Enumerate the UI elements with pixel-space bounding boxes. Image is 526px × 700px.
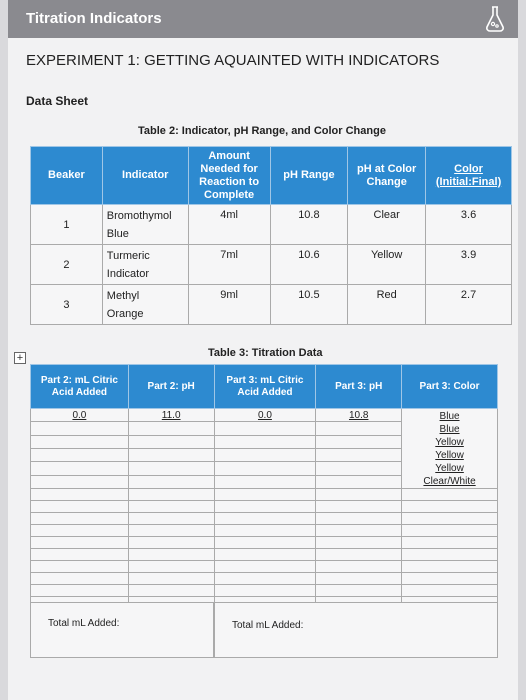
part2-ph-cell[interactable] xyxy=(128,585,214,597)
part3-ph-cell[interactable] xyxy=(316,573,402,585)
part3-ml-cell[interactable] xyxy=(214,448,316,461)
header-part3-ph: Part 3: pH xyxy=(316,365,402,409)
table-row xyxy=(31,573,498,585)
table-row xyxy=(31,561,498,573)
color-entry: Yellow xyxy=(435,463,464,474)
experiment-heading: EXPERIMENT 1: GETTING AQUAINTED WITH INDICATORS xyxy=(26,52,440,69)
part3-color-cell[interactable] xyxy=(402,549,498,561)
color-entry: Yellow xyxy=(435,437,464,448)
beaker-cell: 3 xyxy=(31,285,103,325)
table-row xyxy=(31,501,498,513)
part3-color-cell[interactable] xyxy=(402,573,498,585)
color-cell[interactable]: 3.6 xyxy=(426,205,512,245)
part2-ml-cell[interactable] xyxy=(31,448,129,461)
ph-change-cell[interactable]: Red xyxy=(348,285,426,325)
part3-color-cell[interactable] xyxy=(402,585,498,597)
part2-ph-cell[interactable]: 11.0 xyxy=(128,409,214,422)
part3-color-cell[interactable] xyxy=(402,409,498,489)
part2-ml-cell[interactable] xyxy=(31,475,129,488)
part3-ml-cell[interactable] xyxy=(214,537,316,549)
part2-ml-cell[interactable] xyxy=(31,422,129,435)
ph-range-cell[interactable]: 10.5 xyxy=(270,285,348,325)
table-row xyxy=(31,489,498,501)
part2-ml-cell[interactable] xyxy=(31,462,129,475)
part2-total-label: Total mL Added: xyxy=(48,618,120,629)
part3-ph-cell[interactable] xyxy=(316,525,402,537)
part3-ml-cell[interactable] xyxy=(214,422,316,435)
title-bar xyxy=(8,0,518,38)
part2-ph-cell[interactable] xyxy=(128,513,214,525)
part3-ml-cell[interactable] xyxy=(214,489,316,501)
indicator-cell[interactable]: Bromothymol Blue xyxy=(102,205,188,245)
part3-ml-cell[interactable] xyxy=(214,525,316,537)
part3-ph-cell[interactable] xyxy=(316,475,402,488)
header-ph-range: pH Range xyxy=(270,147,348,205)
table-row xyxy=(31,245,512,285)
color-entry: Blue xyxy=(439,411,460,422)
table-row xyxy=(31,513,498,525)
header-part2-ph: Part 2: pH xyxy=(128,365,214,409)
amount-cell[interactable]: 4ml xyxy=(188,205,270,245)
part3-ml-cell[interactable] xyxy=(214,573,316,585)
part3-ph-cell[interactable] xyxy=(316,537,402,549)
table2-caption: Table 2: Indicator, pH Range, and Color Change xyxy=(138,125,386,137)
color-entry: Clear/White xyxy=(423,476,476,487)
part3-ph-cell[interactable]: 10.8 xyxy=(316,409,402,422)
table-row xyxy=(31,285,512,325)
part3-ph-cell[interactable] xyxy=(316,513,402,525)
part3-ph-cell[interactable] xyxy=(316,561,402,573)
part3-total-label: Total mL Added: xyxy=(232,620,304,631)
indicator-cell[interactable]: Turmeric Indicator xyxy=(102,245,188,285)
part3-ml-cell[interactable]: 0.0 xyxy=(214,409,316,422)
part2-ph-cell[interactable] xyxy=(128,561,214,573)
part3-ml-cell[interactable] xyxy=(214,549,316,561)
part2-ml-cell[interactable] xyxy=(31,501,129,513)
ph-range-cell[interactable]: 10.6 xyxy=(270,245,348,285)
part3-ph-cell[interactable] xyxy=(316,489,402,501)
part2-ph-cell[interactable] xyxy=(128,489,214,501)
header-part3-ml: Part 3: mL Citric Acid Added xyxy=(214,365,316,409)
ph-change-cell[interactable]: Clear xyxy=(348,205,426,245)
part3-color-cell[interactable] xyxy=(402,525,498,537)
part2-ml-cell[interactable]: 0.0 xyxy=(31,409,129,422)
part3-ph-cell[interactable] xyxy=(316,585,402,597)
part2-ml-cell[interactable] xyxy=(31,489,129,501)
part2-ml-cell[interactable] xyxy=(31,525,129,537)
part3-color-cell[interactable] xyxy=(402,561,498,573)
part3-color-cell[interactable] xyxy=(402,537,498,549)
part2-ph-cell[interactable] xyxy=(128,525,214,537)
part3-ml-cell[interactable] xyxy=(214,585,316,597)
data-sheet-label: Data Sheet xyxy=(26,94,89,108)
expand-table-icon[interactable]: + xyxy=(14,352,26,364)
color-cell[interactable]: 3.9 xyxy=(426,245,512,285)
beaker-cell: 1 xyxy=(31,205,103,245)
part2-ph-cell[interactable] xyxy=(128,573,214,585)
header-amount: Amount Needed for Reaction to Complete xyxy=(188,147,270,205)
color-entry: Yellow xyxy=(435,450,464,461)
table-row xyxy=(31,409,498,422)
part3-ph-cell[interactable] xyxy=(316,462,402,475)
part3-ph-cell[interactable] xyxy=(316,549,402,561)
part2-ph-cell[interactable] xyxy=(128,501,214,513)
table-row xyxy=(31,585,498,597)
part2-ph-cell[interactable] xyxy=(128,549,214,561)
part3-ml-cell[interactable] xyxy=(214,462,316,475)
header-color: Color (Initial:Final) xyxy=(426,147,512,205)
part3-ph-cell[interactable] xyxy=(316,501,402,513)
amount-cell[interactable]: 7ml xyxy=(188,245,270,285)
color-cell[interactable]: 2.7 xyxy=(426,285,512,325)
part2-ml-cell[interactable] xyxy=(31,573,129,585)
ph-change-cell[interactable]: Yellow xyxy=(348,245,426,285)
flask-icon xyxy=(484,5,506,33)
beaker-cell: 2 xyxy=(31,245,103,285)
part3-ph-cell[interactable] xyxy=(316,422,402,435)
color-entry: Blue xyxy=(439,424,460,435)
table-row xyxy=(31,549,498,561)
indicator-cell[interactable]: Methyl Orange xyxy=(102,285,188,325)
titration-table xyxy=(30,364,498,621)
indicator-table xyxy=(30,146,512,325)
part2-ph-cell[interactable] xyxy=(128,462,214,475)
header-indicator: Indicator xyxy=(102,147,188,205)
part2-ml-cell[interactable] xyxy=(31,561,129,573)
part2-ph-cell[interactable] xyxy=(128,435,214,448)
part3-ml-cell[interactable] xyxy=(214,435,316,448)
part2-ph-cell[interactable] xyxy=(128,448,214,461)
header-ph-change: pH at Color Change xyxy=(348,147,426,205)
part3-color-cell[interactable] xyxy=(402,489,498,501)
part2-ml-cell[interactable] xyxy=(31,549,129,561)
part3-ml-cell[interactable] xyxy=(214,561,316,573)
part2-ph-cell[interactable] xyxy=(128,537,214,549)
amount-cell[interactable]: 9ml xyxy=(188,285,270,325)
part3-color-cell[interactable] xyxy=(402,513,498,525)
table-row xyxy=(31,525,498,537)
part3-ph-cell[interactable] xyxy=(316,448,402,461)
table-row xyxy=(31,205,512,245)
header-part2-ml: Part 2: mL Citric Acid Added xyxy=(31,365,129,409)
part3-ph-cell[interactable] xyxy=(316,435,402,448)
header-part3-color: Part 3: Color xyxy=(402,365,498,409)
part3-ml-cell[interactable] xyxy=(214,475,316,488)
ph-range-cell[interactable]: 10.8 xyxy=(270,205,348,245)
part2-ph-cell[interactable] xyxy=(128,422,214,435)
part2-ml-cell[interactable] xyxy=(31,513,129,525)
part2-total-box[interactable] xyxy=(30,602,214,658)
table3-caption: Table 3: Titration Data xyxy=(208,347,323,359)
header-beaker: Beaker xyxy=(31,147,103,205)
part3-ml-cell[interactable] xyxy=(214,513,316,525)
part3-color-cell[interactable] xyxy=(402,501,498,513)
part2-ml-cell[interactable] xyxy=(31,435,129,448)
part3-ml-cell[interactable] xyxy=(214,501,316,513)
part2-ph-cell[interactable] xyxy=(128,475,214,488)
part2-ml-cell[interactable] xyxy=(31,537,129,549)
part2-ml-cell[interactable] xyxy=(31,585,129,597)
app-title: Titration Indicators xyxy=(26,10,162,27)
table-row xyxy=(31,537,498,549)
